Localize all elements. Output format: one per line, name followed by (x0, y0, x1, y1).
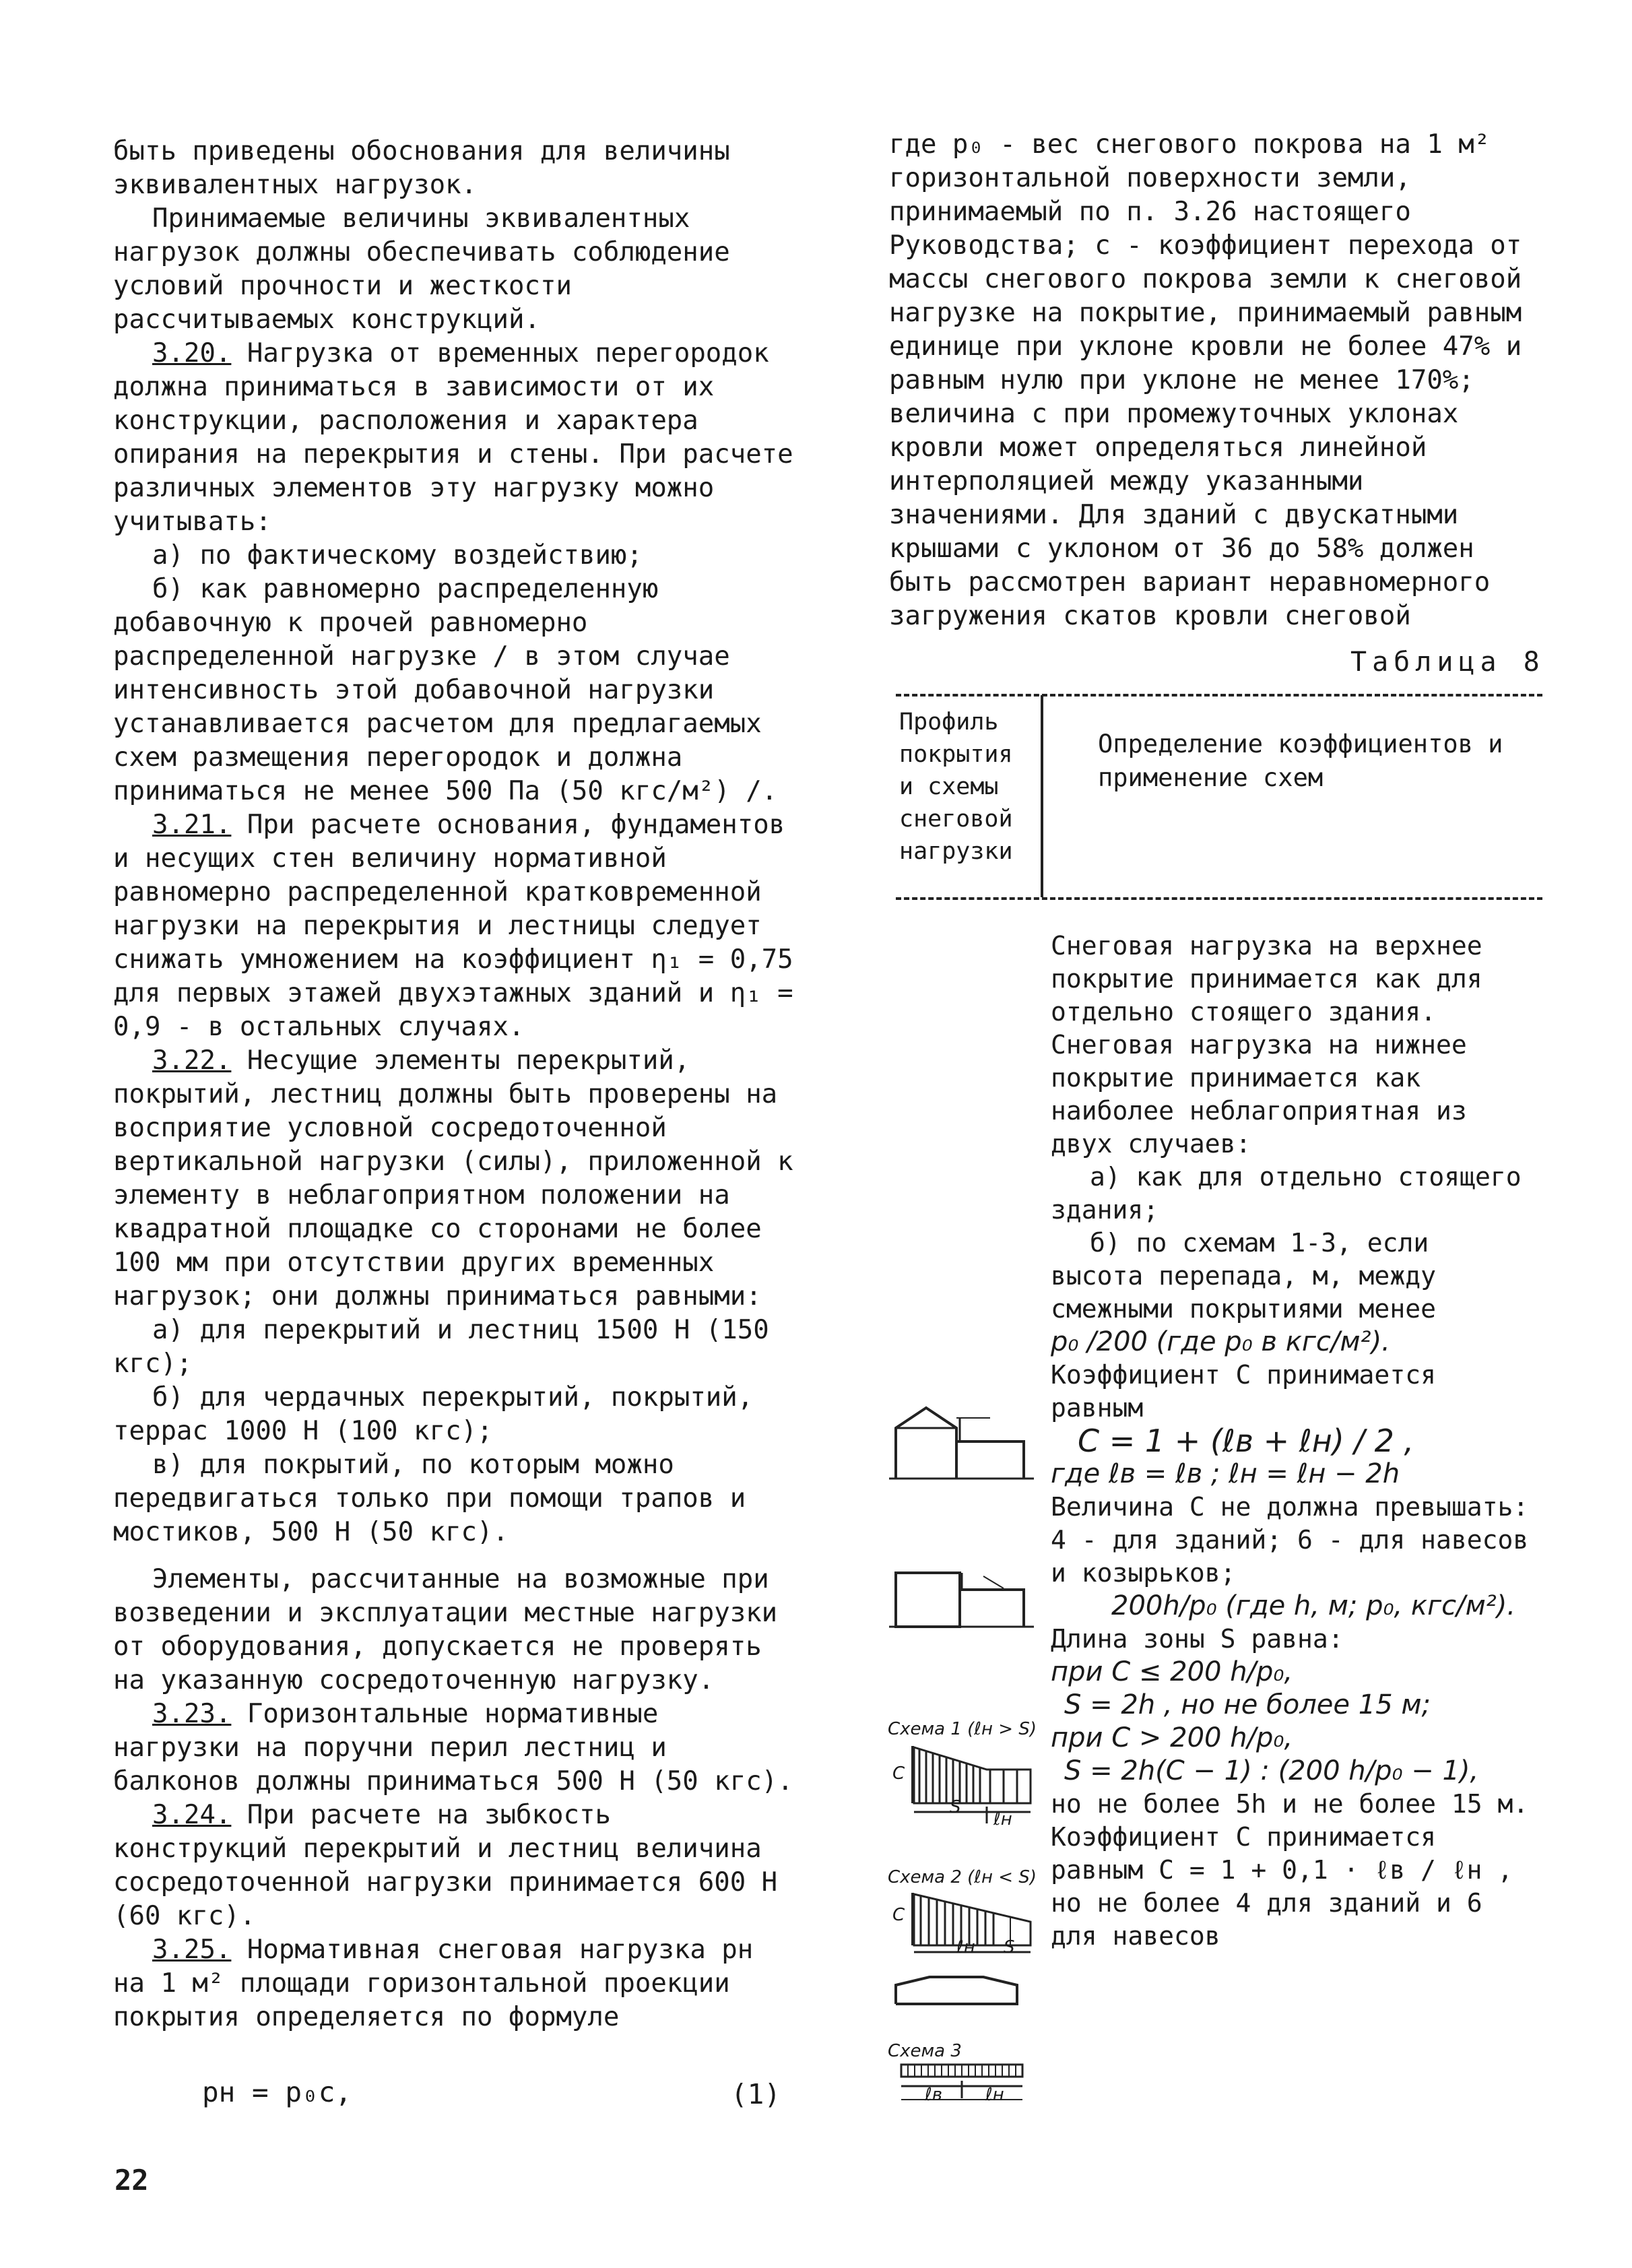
paragraph-text: При расчете основания, фундаментов и несущих стен величину нормативной равномерно распределенной кратковременной нагрузки на перекрытия и лестницы следует снижать умножением на коэффициент η₁ = 0,75 для первых этажей двухэтажных зданий и η₁ = 0,9 - в остальных случаях. (113, 810, 793, 1042)
profile-sketch-1 (889, 1391, 1037, 1485)
snow-load-formula: pн = p₀c, (202, 2076, 352, 2108)
body-p7: Величина C не должна превышать: 4 - для зданий; 6 - для навесов и козырьков; (1051, 1492, 1529, 1588)
body-p10: при C ≤ 200 h/p₀, (1051, 1656, 1293, 1687)
clause-number: 3.20. (152, 338, 232, 368)
left-paragraph (113, 202, 797, 337)
scheme-1-s-label: S (950, 1797, 961, 1817)
formula-where: где ℓв = ℓв ; ℓн = ℓн − 2h (1051, 1458, 1400, 1489)
left-paragraph (113, 1448, 797, 1549)
paragraph-text: в) для покрытий, по которым можно передвигаться только при помощи трапов и мостиков, 500 Н (50 кгс). (113, 1450, 746, 1547)
body-p16: но не более 4 для зданий и 6 для навесов (1051, 1888, 1482, 1951)
left-paragraph (113, 1381, 797, 1448)
paragraph-text: быть приведены обоснования для величины эквивалентных нагрузок. (113, 136, 730, 200)
scheme-2-caption: Схема 2 (ℓн < S) (888, 1867, 1037, 1887)
body-p3: а) как для отдельно стоящего здания; (1051, 1162, 1522, 1225)
left-paragraph (113, 573, 797, 808)
paragraph-text: Элементы, рассчитанные на возможные при возведении и эксплуатации местные нагрузки от оборудования, допускается не проверять на указанную сосредоточенную нагрузку. (113, 1564, 778, 1695)
left-paragraph (113, 808, 797, 1044)
scheme-3-diagram (888, 2058, 1043, 2112)
table-header-profile: Профиль покрытия и схемы снеговой нагрузки (899, 709, 1013, 865)
left-paragraph (113, 1799, 797, 1933)
table-header-definition: Определение коэффициентов и применение схем (1098, 730, 1503, 792)
body-p4: б) по схемам 1-3, если высота перепада, м, между смежными покрытиями менее (1051, 1228, 1436, 1324)
left-paragraph (113, 1044, 797, 1314)
scheme-2-c-label: C (892, 1905, 905, 1925)
scheme-2-ln-label: ℓн (956, 1937, 975, 1957)
paragraph-text: Горизонтальные нормативные нагрузки на поручни перил лестниц и балконов должны приниматься 500 Н (50 кгс). (113, 1699, 793, 1796)
scheme-1-c-label: C (892, 1763, 905, 1784)
body-p2: Снеговая нагрузка на нижнее покрытие принимается как наиболее неблагоприятная из двух случаев: (1051, 1030, 1467, 1159)
clause-number: 3.23. (152, 1699, 232, 1729)
table-body-text (1051, 930, 1536, 1953)
paragraph-text: б) для чердачных перекрытий, покрытий, террас 1000 Н (100 кгс); (113, 1382, 754, 1446)
left-paragraph (113, 337, 797, 539)
body-p6: Коэффициент C принимается равным (1051, 1360, 1436, 1423)
table-top-rule (896, 694, 1542, 696)
profile-sketch-3 (889, 1970, 1024, 2011)
clause-number: 3.22. (152, 1045, 232, 1076)
scheme-1-ln-label: ℓн (993, 1809, 1012, 1829)
body-p12: при C > 200 h/p₀, (1051, 1722, 1293, 1753)
scheme-1-caption: Схема 1 (ℓн > S) (888, 1719, 1037, 1739)
body-p15: Коэффициент C принимается равным C = 1 + 0,1 · ℓв / ℓн , (1051, 1822, 1513, 1885)
scheme-2-diagram (892, 1885, 1047, 1966)
body-p13: S = 2h(C − 1) : (200 h/p₀ − 1), (1064, 1755, 1479, 1786)
clause-number: 3.21. (152, 810, 232, 840)
left-paragraph (113, 1697, 797, 1799)
body-p5: p₀ /200 (где p₀ в кгс/м²). (1051, 1326, 1390, 1357)
left-paragraph (113, 539, 797, 573)
table-title: Таблица 8 (1350, 647, 1545, 678)
scheme-3-caption: Схема 3 (888, 2041, 962, 2061)
scheme-2-s-label: S (1004, 1937, 1015, 1957)
right-top-paragraph: где p₀ - вес снегового покрова на 1 м² горизонтальной поверхности земли, принимаемый по п. 3.26 настоящего Руководства; с - коэффициент перехода от массы снегового покрова земли к снеговой нагрузке на покрытие, принимаемый равным единице при уклоне кровли не более 47% и равным нулю при уклоне не менее 170%; величина с при промежуточных уклонах кровли может определяться линейной интерполяцией между указанными значениями. Для зданий с двускатными крышами с уклоном от 36 до 58% должен быть рассмотрен вариант неравномерного загружения скатов кровли снеговой (889, 129, 1522, 631)
paragraph-text: При расчете на зыбкость конструкций перекрытий и лестниц величина сосредоточенной нагрузки принимается 600 Н (60 кгс). (113, 1800, 778, 1931)
scheme-1-diagram (892, 1739, 1047, 1827)
profile-sketch-2 (889, 1563, 1037, 1637)
body-p9: Длина зоны S равна: (1051, 1624, 1344, 1654)
clause-number: 3.24. (152, 1800, 232, 1830)
clause-number: 3.25. (152, 1935, 232, 1965)
body-p1: Снеговая нагрузка на верхнее покрытие принимается как для отдельно стоящего здания. (1051, 931, 1482, 1027)
paragraph-text: Несущие элементы перекрытий, покрытий, лестниц должны быть проверены на восприятие условной сосредоточенной вертикальной нагрузки (силы), приложенной к элементу в неблагоприятном положении на квадратной площадке со сторонами не более 100 мм при отсутствии других временных нагрузок; они должны приниматься равными: (113, 1045, 793, 1311)
page-number: 22 (115, 2164, 149, 2197)
left-paragraph (113, 135, 797, 202)
paragraph-text: а) по фактическому воздействию; (152, 540, 643, 571)
table-column-divider (1041, 695, 1043, 897)
paragraph-text: а) для перекрытий и лестниц 1500 Н (150 кгс); (113, 1315, 769, 1379)
formula-c1: C = 1 + (ℓв + ℓн) / 2 , (1078, 1423, 1414, 1459)
formula-number: (1) (731, 2078, 781, 2110)
left-paragraph (113, 1563, 797, 1697)
paragraph-text: Нормативная снеговая нагрузка pн на 1 м² площади горизонтальной проекции покрытия определяется по формуле (113, 1935, 754, 2032)
paragraph-text: Принимаемые величины эквивалентных нагрузок должны обеспечивать соблюдение условий прочности и жесткости рассчитываемых конструкций. (113, 203, 730, 335)
right-column-top (889, 128, 1546, 633)
left-paragraph (113, 1933, 797, 2034)
body-p11: S = 2h , но не более 15 м; (1064, 1689, 1431, 1720)
paragraph-text: Нагрузка от временных перегородок должна приниматься в зависимости от их конструкции, расположения и характера опирания на перекрытия и стены. При расчете различных элементов эту нагрузку можно учитывать: (113, 338, 793, 537)
scheme-3-lv-label: ℓв (925, 2085, 943, 2105)
table-header-rule (896, 897, 1542, 900)
paragraph-text: б) как равномерно распределенную добавочную к прочей равномерно распределенной нагрузке / в этом случае интенсивность этой добавочной нагрузки устанавливается расчетом для предлагаемых схем размещения перегородок и должна приниматься не менее 500 Па (50 кгс/м²) /. (113, 574, 778, 806)
body-p14: но не более 5h и не более 15 м. (1051, 1789, 1529, 1819)
body-p8: 200h/p₀ (где h, м; p₀, кгс/м²). (1111, 1590, 1516, 1621)
left-paragraph (113, 1314, 797, 1381)
scheme-3-ln-label: ℓн (985, 2085, 1004, 2105)
left-column (113, 135, 797, 2034)
